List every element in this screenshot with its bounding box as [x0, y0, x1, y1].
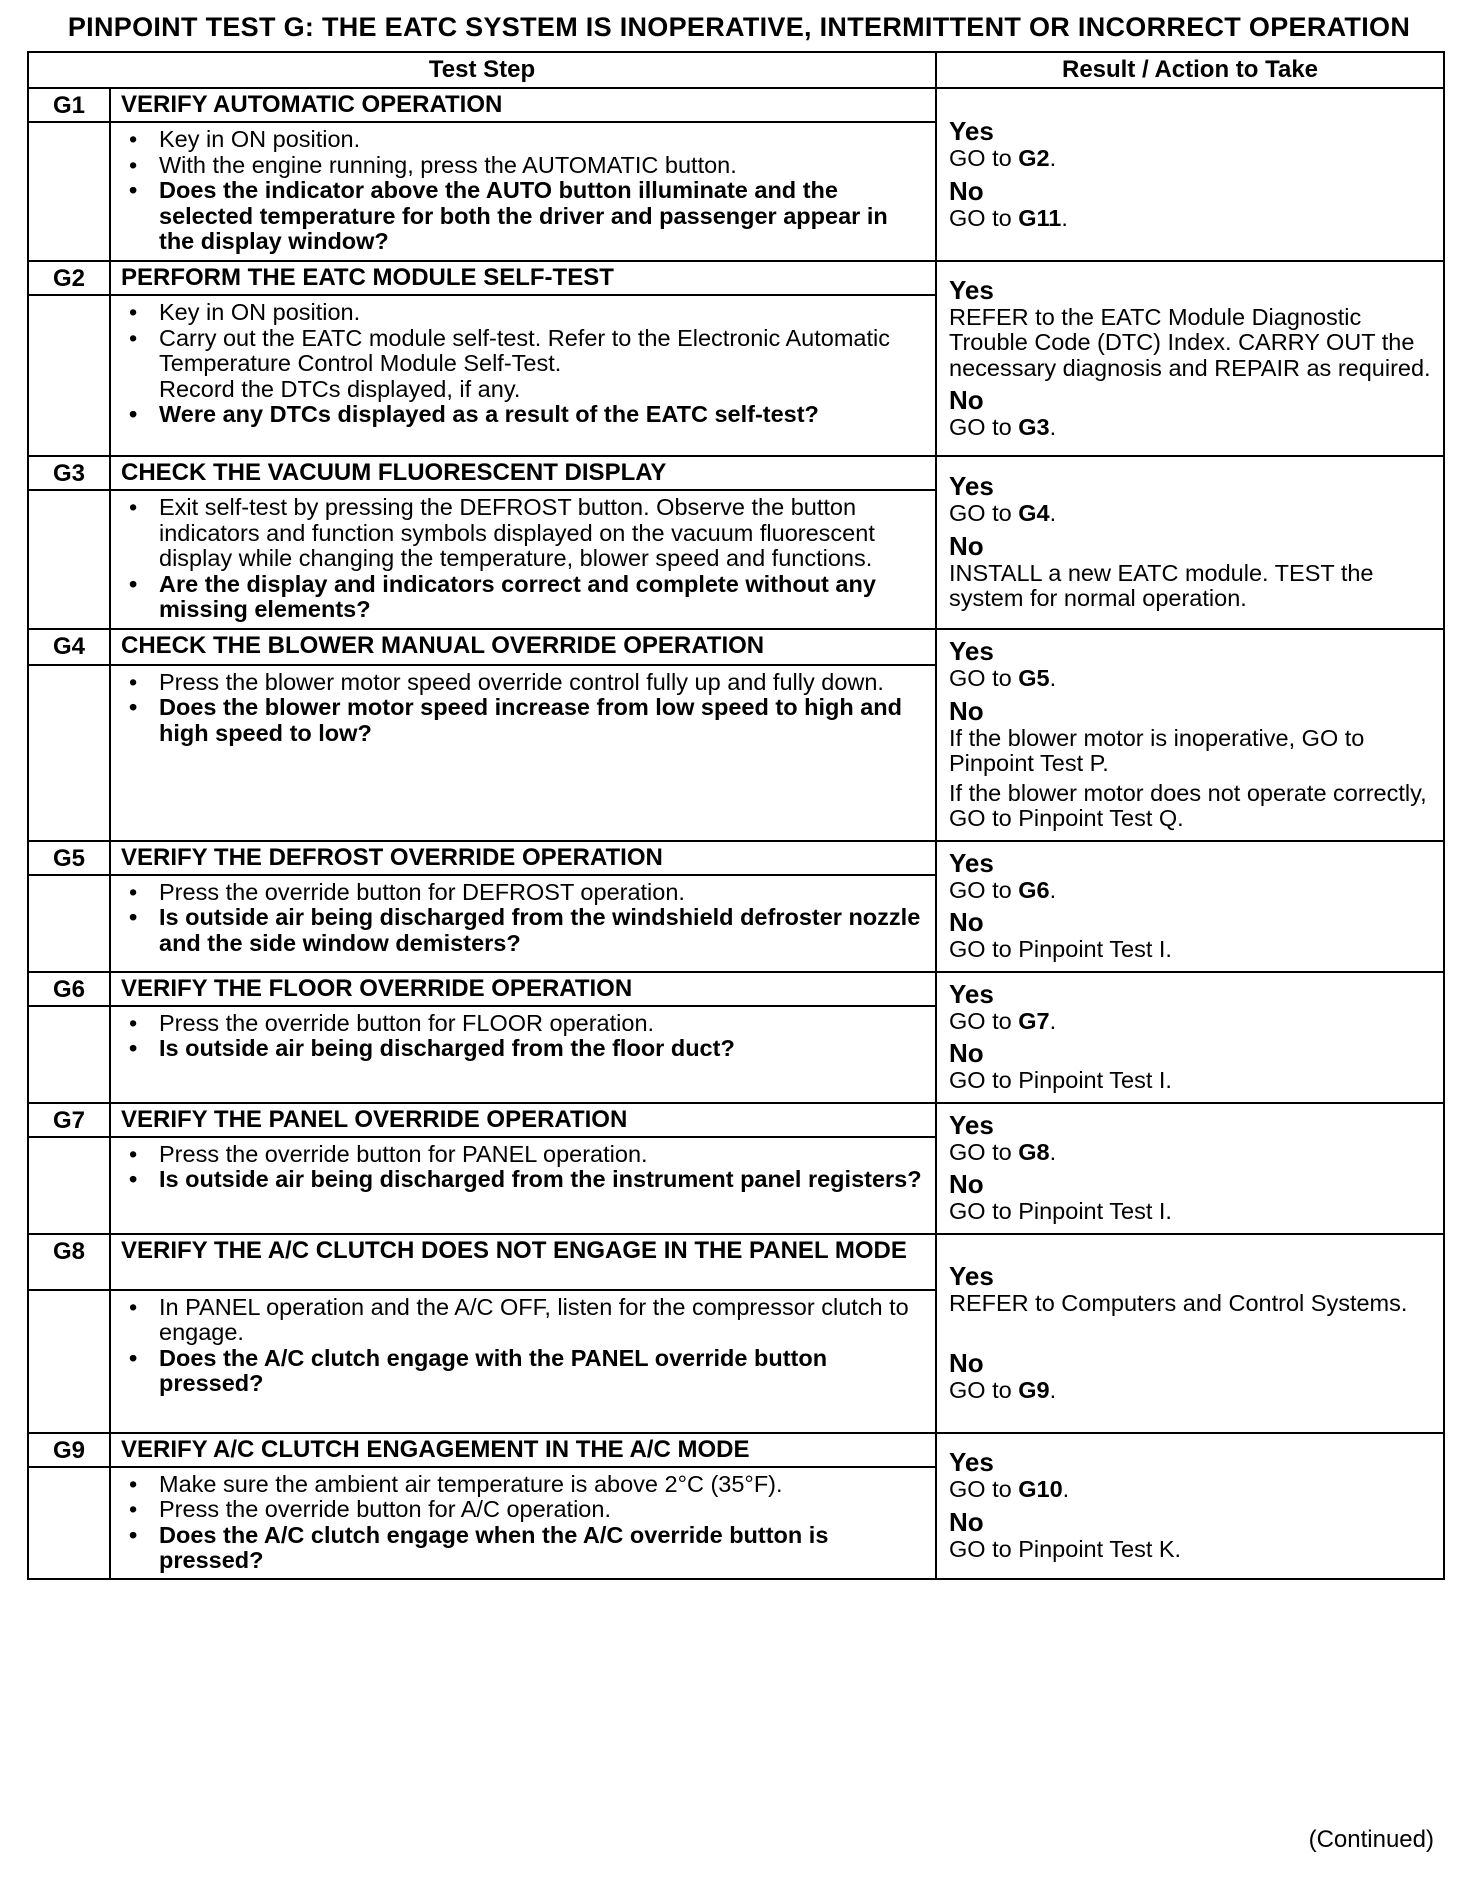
step-result [936, 456, 1444, 629]
step-id-spacer [28, 122, 110, 261]
yes-label: Yes [949, 1260, 994, 1291]
step-title-row [28, 1433, 1444, 1467]
step-title-row [28, 1103, 1444, 1137]
step-result [936, 1433, 1444, 1579]
yes-label: Yes [949, 1109, 994, 1140]
yes-step-ref: G2 [1018, 145, 1050, 171]
step-question: • Is outside air being discharged from the instrument panel registers? [121, 1167, 925, 1193]
step-id: G2 [28, 261, 110, 295]
no-step-ref: G9 [1018, 1377, 1050, 1403]
step-id-spacer [28, 295, 110, 456]
step-bullet: • Key in ON position. [121, 300, 925, 326]
yes-step-ref: G6 [1018, 876, 1050, 903]
step-bullet: • Key in ON position. [121, 127, 925, 153]
no-action: GO to G11. [949, 204, 1068, 231]
step-bullet: • Press the override button for A/C operation. [121, 1497, 925, 1523]
step-bullet: • Press the blower motor speed override control fully up and fully down. [121, 670, 925, 696]
step-body [110, 122, 936, 261]
step-question: • Are the display and indicators correct and complete without any missing elements? [121, 572, 925, 623]
no-label: No [949, 907, 984, 937]
step-result [936, 972, 1444, 1103]
step-id-spacer [28, 1290, 110, 1433]
yes-action: GO to G2. [949, 145, 1057, 171]
step-question: • Does the A/C clutch engage with the PANEL override button pressed? [121, 1346, 925, 1397]
no-action: GO to G3. [949, 414, 1057, 440]
step-bullet: • Exit self-test by pressing the DEFROST button. Observe the button indicators and function symbols displayed on the vacuum fluorescent display while changing the temperature, blower speed and functions. [121, 495, 925, 572]
yes-action: GO to G8. [949, 1138, 1057, 1165]
step-title: VERIFY A/C CLUTCH ENGAGEMENT IN THE A/C MODE [110, 1433, 936, 1467]
yes-step-ref: G5 [1018, 665, 1050, 691]
step-question: • Does the A/C clutch engage when the A/C override button is pressed? [121, 1523, 925, 1574]
table-header-row [28, 52, 1444, 88]
yes-label: Yes [949, 978, 994, 1009]
step-id: G6 [28, 972, 110, 1006]
step-title-row [28, 456, 1444, 490]
no-label: No [949, 695, 984, 726]
step-note: Record the DTCs displayed, if any. [159, 375, 521, 402]
step-bullet: • Carry out the EATC module self-test. Refer to the Electronic Automatic Temperature Control Module Self-Test. [121, 326, 925, 377]
step-id-spacer [28, 665, 110, 841]
step-title: VERIFY THE DEFROST OVERRIDE OPERATION [110, 841, 936, 875]
table-body [28, 88, 1444, 1579]
yes-label: Yes [949, 847, 994, 878]
yes-action: GO to G5. [949, 665, 1057, 691]
step-id: G3 [28, 456, 110, 490]
step-question: • Does the indicator above the AUTO button illuminate and the selected temperature for both the driver and passenger appear in the display window? [121, 178, 925, 255]
yes-label: Yes [949, 274, 994, 305]
step-body [110, 1290, 936, 1433]
step-id: G9 [28, 1433, 110, 1467]
no-action: GO to Pinpoint Test K. [949, 1535, 1182, 1562]
step-body [110, 665, 936, 841]
no-label: No [949, 175, 984, 206]
yes-action: GO to G4. [949, 500, 1057, 527]
step-title-row [28, 261, 1444, 295]
step-question: • Is outside air being discharged from the windshield defroster nozzle and the side window demisters? [121, 905, 925, 956]
no-label: No [949, 1038, 984, 1068]
yes-action: GO to G7. [949, 1007, 1057, 1034]
no-step-ref: G11 [1018, 204, 1062, 231]
no-label: No [949, 1506, 984, 1537]
step-result [936, 88, 1444, 261]
step-result [936, 1103, 1444, 1234]
step-id: G8 [28, 1234, 110, 1290]
step-title-row [28, 629, 1444, 665]
step-title: VERIFY THE FLOOR OVERRIDE OPERATION [110, 972, 936, 1006]
step-bullet: • Make sure the ambient air temperature is above 2°C (35°F). [121, 1472, 925, 1498]
yes-action: GO to G6. [949, 876, 1057, 903]
result-header: Result / Action to Take [936, 52, 1444, 88]
step-bullet: • Press the override button for PANEL operation. [121, 1142, 925, 1168]
step-id: G5 [28, 841, 110, 875]
step-title: VERIFY THE A/C CLUTCH DOES NOT ENGAGE IN THE PANEL MODE [110, 1234, 936, 1290]
no-label: No [949, 1169, 984, 1199]
step-body [110, 1137, 936, 1234]
step-body [110, 295, 936, 456]
step-question: • Were any DTCs displayed as a result of the EATC self-test? [121, 402, 925, 428]
step-body [110, 1467, 936, 1579]
step-id-spacer [28, 490, 110, 629]
step-title: PERFORM THE EATC MODULE SELF-TEST [110, 261, 936, 295]
no-action: GO to Pinpoint Test I. [949, 1067, 1172, 1093]
no-action-alt: If the blower motor does not operate correctly, GO to Pinpoint Test Q. [949, 779, 1427, 831]
step-id: G1 [28, 88, 110, 122]
yes-step-ref: G8 [1018, 1138, 1050, 1165]
no-action: GO to Pinpoint Test I. [949, 1198, 1172, 1224]
continued-label: (Continued) [1308, 1826, 1434, 1853]
yes-label: Yes [949, 471, 994, 502]
step-title: VERIFY THE PANEL OVERRIDE OPERATION [110, 1103, 936, 1137]
step-id-spacer [28, 1006, 110, 1103]
yes-action: REFER to the EATC Module Diagnostic Trouble Code (DTC) Index. CARRY OUT the necessary diagnosis and REPAIR as required. [949, 303, 1431, 381]
test-step-header: Test Step [28, 52, 936, 88]
step-question: • Does the blower motor speed increase from low speed to high and high speed to low? [121, 695, 925, 746]
step-bullet: • Press the override button for DEFROST operation. [121, 880, 925, 906]
pinpoint-test-table [27, 51, 1445, 1580]
step-id-spacer [28, 875, 110, 972]
no-action: INSTALL a new EATC module. TEST the system for normal operation. [949, 559, 1374, 612]
step-id-spacer [28, 1137, 110, 1234]
step-title: CHECK THE BLOWER MANUAL OVERRIDE OPERATION [110, 629, 936, 665]
step-result [936, 261, 1444, 456]
step-bullet: • In PANEL operation and the A/C OFF, listen for the compressor clutch to engage. [121, 1295, 925, 1346]
no-action: GO to G9. [949, 1377, 1057, 1403]
no-label: No [949, 530, 984, 561]
step-title-row [28, 88, 1444, 122]
yes-label: Yes [949, 1447, 994, 1477]
step-body [110, 490, 936, 629]
yes-step-ref: G4 [1018, 500, 1050, 527]
step-title-row [28, 972, 1444, 1006]
step-title-row [28, 1234, 1444, 1290]
step-result [936, 1234, 1444, 1433]
step-result [936, 841, 1444, 972]
no-step-ref: G3 [1018, 414, 1050, 440]
step-result [936, 629, 1444, 841]
step-bullet: • With the engine running, press the AUTOMATIC button. [121, 153, 925, 179]
step-title-row [28, 841, 1444, 875]
step-body [110, 875, 936, 972]
yes-action: REFER to Computers and Control Systems. [949, 1289, 1408, 1316]
no-label: No [949, 385, 984, 415]
yes-step-ref: G10 [1018, 1476, 1063, 1502]
yes-label: Yes [949, 636, 994, 666]
yes-label: Yes [949, 116, 994, 146]
step-body [110, 1006, 936, 1103]
yes-step-ref: G7 [1018, 1007, 1050, 1034]
step-title: CHECK THE VACUUM FLUORESCENT DISPLAY [110, 456, 936, 490]
step-id-spacer [28, 1467, 110, 1579]
page-title: PINPOINT TEST G: THE EATC SYSTEM IS INOPERATIVE, INTERMITTENT OR INCORRECT OPERATION [67, 12, 1411, 42]
no-action: GO to Pinpoint Test I. [949, 936, 1172, 962]
no-label: No [949, 1348, 984, 1378]
step-question: • Is outside air being discharged from the floor duct? [121, 1036, 925, 1062]
step-id: G4 [28, 629, 110, 665]
step-id: G7 [28, 1103, 110, 1137]
step-title: VERIFY AUTOMATIC OPERATION [110, 88, 936, 122]
step-bullet: • Press the override button for FLOOR operation. [121, 1011, 925, 1037]
no-action: If the blower motor is inoperative, GO to Pinpoint Test P. [949, 724, 1365, 776]
yes-action: GO to G10. [949, 1476, 1070, 1502]
